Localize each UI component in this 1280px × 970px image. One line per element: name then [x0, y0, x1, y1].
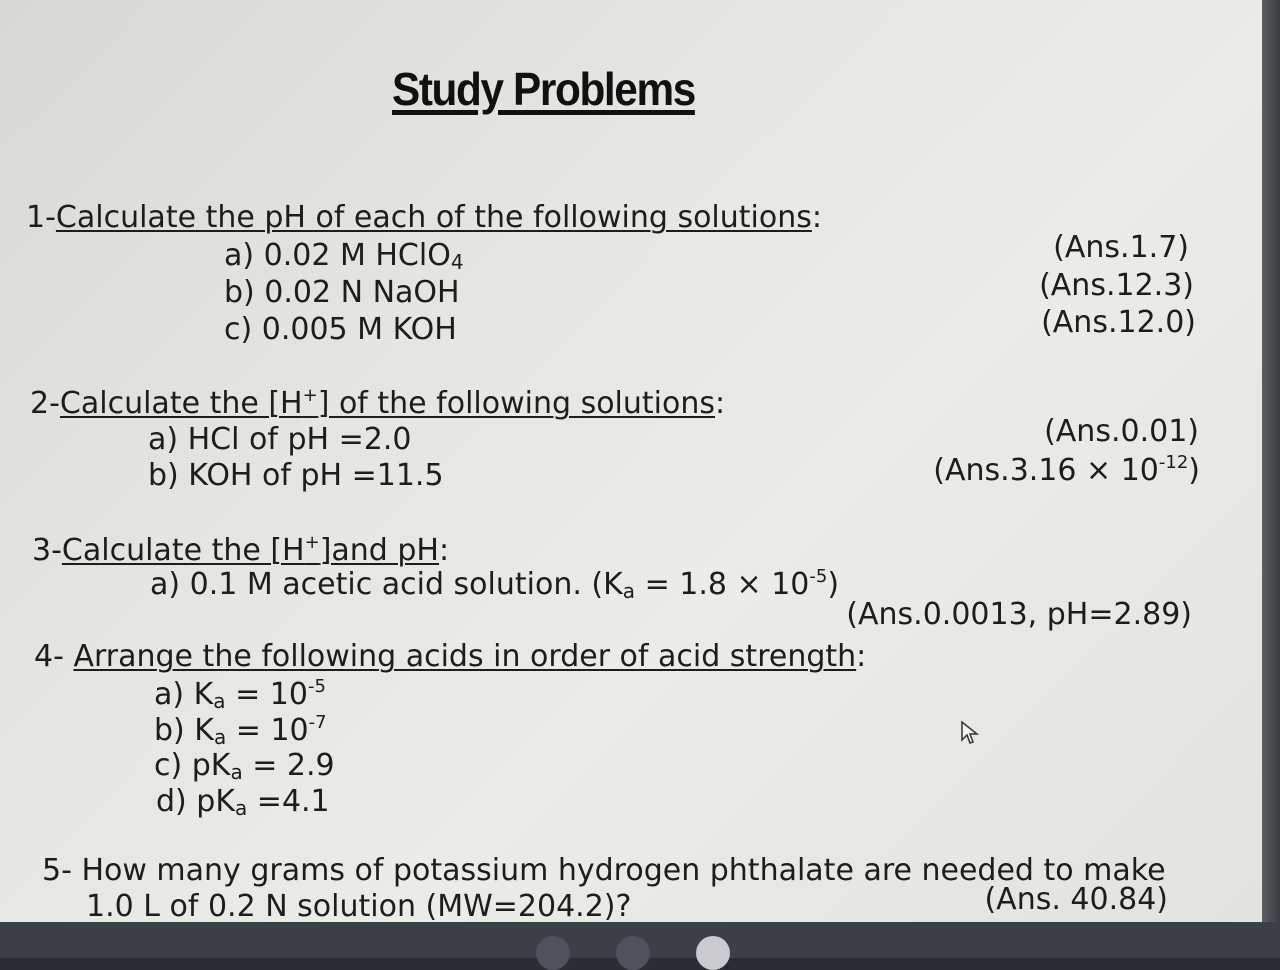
question-2-answer-b-text: (Ans.3.16 × 10	[933, 453, 1159, 488]
question-1-item-a-subscript: 4	[450, 250, 464, 274]
question-4-item-subscript: a	[213, 689, 226, 713]
question-5-answer: (Ans. 40.84)	[984, 882, 1168, 917]
question-2-heading	[30, 385, 725, 421]
question-4-heading	[34, 639, 866, 674]
question-4-item-label: a) K	[154, 677, 214, 712]
question-2-superscript: +	[302, 385, 318, 406]
question-4-item-subscript: a	[213, 725, 227, 749]
question-3-item-a	[150, 566, 839, 603]
question-3-text-end: ]and pH	[319, 533, 439, 568]
question-2-answer-b-exponent: -12	[1158, 452, 1189, 473]
taskbar-app-icon[interactable]	[536, 936, 570, 970]
question-1-text: Calculate the pH of each of the following solutions	[55, 200, 812, 235]
question-1-item-b: b) 0.02 N NaOH	[224, 275, 460, 310]
monitor-bezel	[1262, 0, 1280, 958]
question-3-superscript: +	[304, 532, 320, 553]
question-3-text	[62, 533, 439, 568]
page-title: Study Problems	[392, 63, 695, 115]
question-3-item-a-exponent: -5	[809, 566, 828, 587]
question-4-number: 4-	[34, 639, 74, 674]
question-4-item-value: = 10	[226, 713, 309, 748]
question-1-colon: :	[811, 200, 822, 235]
question-2-item-a: a) HCl of pH =2.0	[148, 422, 412, 457]
question-2-answer-b	[933, 452, 1200, 488]
question-2-number: 2-	[30, 386, 60, 421]
question-3-heading	[32, 532, 449, 568]
question-1-item-c: c) 0.005 M KOH	[224, 312, 457, 347]
taskbar-app-icon[interactable]	[696, 936, 730, 970]
taskbar-app-icon[interactable]	[616, 936, 650, 970]
question-4-item-value: = 2.9	[242, 748, 335, 783]
question-3-answer: (Ans.0.0013, pH=2.89)	[846, 597, 1192, 632]
question-3-colon: :	[439, 533, 450, 568]
question-4-item-value: = 10	[225, 677, 308, 712]
question-1-item-a-text: a) 0.02 M HClO	[224, 238, 451, 273]
question-2-item-b: b) KOH of pH =11.5	[148, 458, 444, 493]
question-2-text-end: ] of the following solutions	[317, 386, 715, 421]
question-2-colon: :	[715, 386, 726, 421]
question-1-answer-b: (Ans.12.3)	[1039, 268, 1194, 303]
question-4-item	[154, 748, 335, 784]
question-4-text: Arrange the following acids in order of acid strength	[73, 639, 857, 674]
mouse-pointer-icon	[960, 720, 980, 746]
question-3-item-a-value: = 1.8 × 10	[635, 567, 810, 602]
question-4-item-exponent: -5	[307, 676, 326, 697]
question-2-answer-b-close: )	[1188, 453, 1200, 488]
question-3-item-a-close: )	[827, 567, 840, 602]
question-4-item-subscript: a	[235, 796, 248, 820]
question-3-number: 3-	[32, 533, 62, 568]
question-3-item-a-text: a) 0.1 M acetic acid solution. (K	[150, 567, 623, 602]
question-1-answer-c: (Ans.12.0)	[1041, 305, 1196, 340]
question-3-text-start: Calculate the [H	[61, 533, 305, 568]
question-1-item-a	[224, 238, 464, 274]
question-1-heading	[26, 200, 822, 235]
question-3-item-a-subscript: a	[622, 579, 636, 603]
question-5-line-1: 5- How many grams of potassium hydrogen phthalate are needed to make	[42, 853, 1166, 888]
question-4-item-subscript: a	[230, 760, 243, 784]
question-4-item-value: =4.1	[247, 784, 330, 819]
question-4-colon: :	[856, 639, 867, 674]
question-4-item	[154, 676, 326, 713]
question-1-number: 1-	[26, 200, 56, 235]
question-2-text-start: Calculate the [H	[59, 386, 303, 421]
question-5-line-2: 1.0 L of 0.2 N solution (MW=204.2)?	[86, 889, 632, 922]
question-4-item	[156, 784, 330, 820]
question-4-item-exponent: -7	[308, 712, 327, 733]
question-2-answer-a: (Ans.0.01)	[1044, 414, 1199, 449]
question-2-text	[60, 386, 715, 421]
question-4-item-label: c) pK	[154, 748, 231, 783]
question-4-item-label: b) K	[154, 713, 214, 748]
question-4-item	[154, 712, 327, 749]
question-1-answer-a: (Ans.1.7)	[1053, 230, 1189, 265]
question-4-item-label: d) pK	[156, 784, 235, 819]
